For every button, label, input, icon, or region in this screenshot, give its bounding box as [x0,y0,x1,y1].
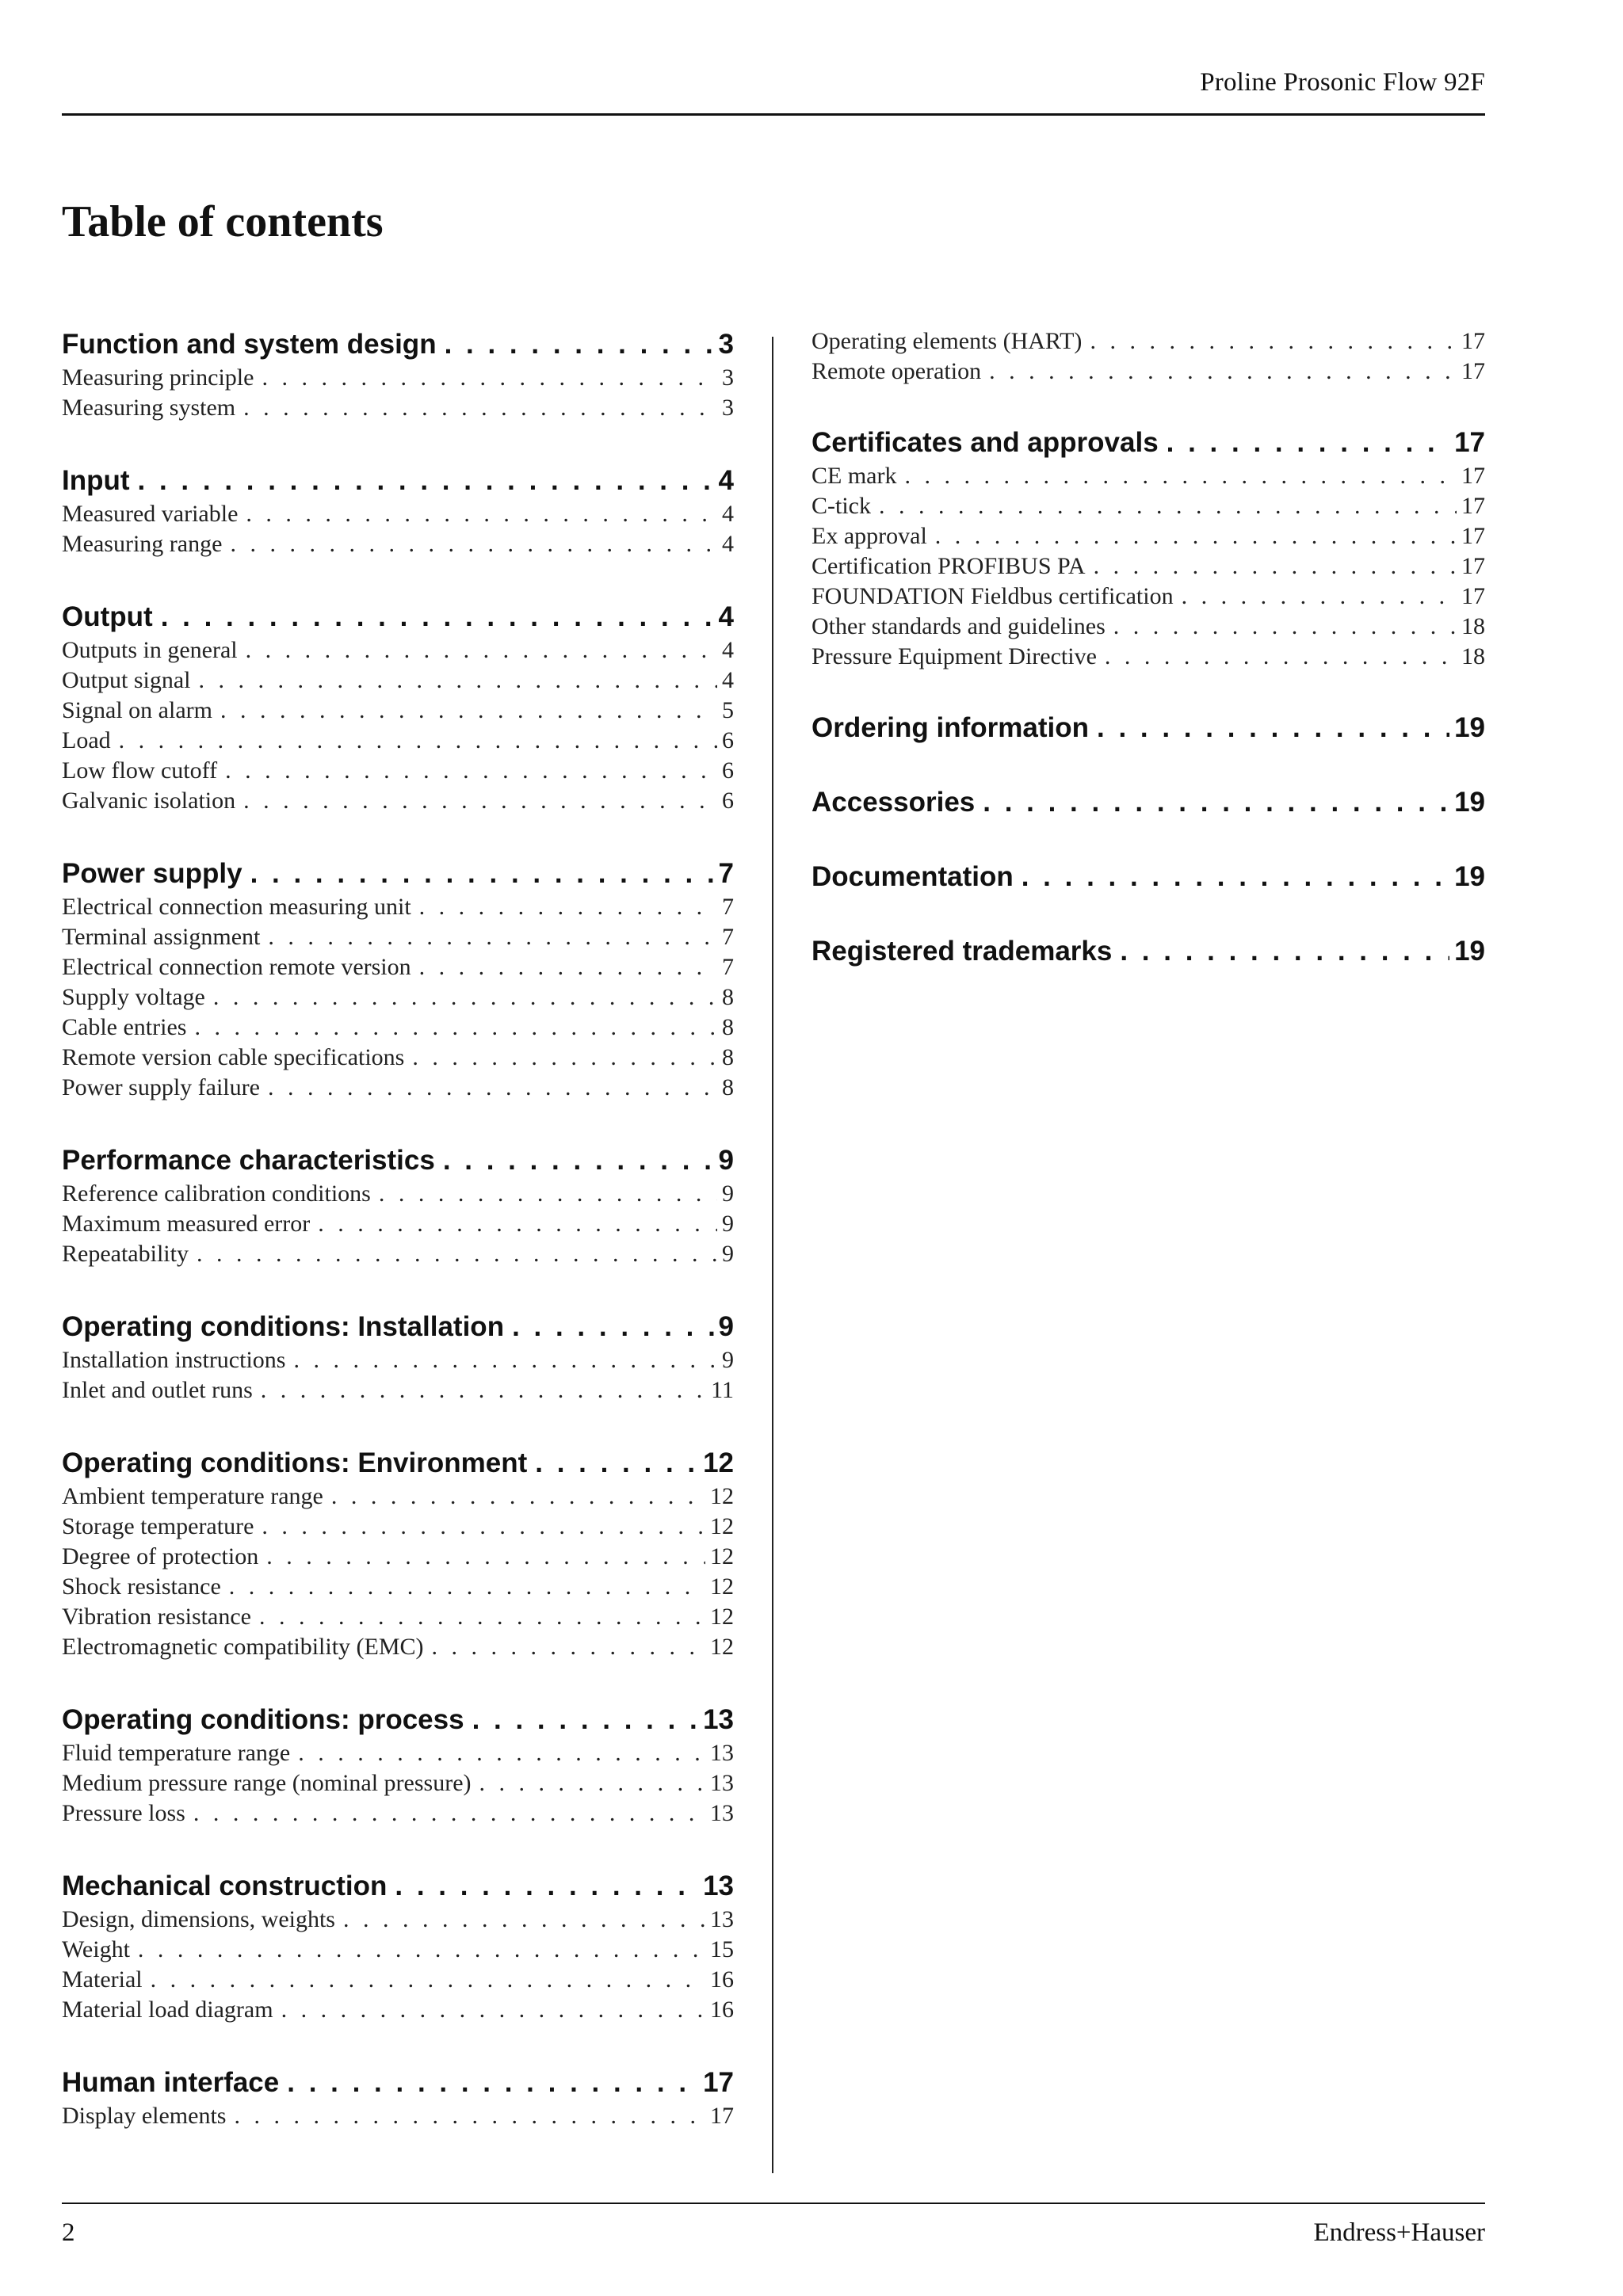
toc-section-heading-page-number: 19 [1454,712,1485,743]
dot-leader [1120,933,1449,970]
toc-entry-page-number: 3 [722,364,734,391]
dot-leader [287,2065,698,2101]
toc-entry[interactable] [812,491,1485,521]
toc-section [62,463,734,559]
header-rule [62,113,1485,116]
toc-section [62,599,734,816]
toc-entry-page-number: 17 [1461,493,1485,519]
dot-leader [268,922,717,952]
toc-section-heading-title: Input [62,465,130,496]
footer-rule [62,2203,1485,2204]
dot-leader [161,599,714,635]
toc-section-heading-page-number: 9 [718,1311,734,1342]
dot-leader [343,1905,705,1935]
toc-entry-page-number: 17 [1461,463,1485,489]
toc-left-column [62,326,734,2131]
toc-right-column [812,326,1485,970]
toc-section-heading-title: Documentation [812,861,1014,892]
toc-section-heading[interactable] [62,1142,734,1179]
toc-entry[interactable] [62,1512,734,1542]
toc-entry-title: Measuring range [62,531,223,557]
toc-section-heading[interactable] [62,1445,734,1482]
toc-entry[interactable] [62,1602,734,1632]
toc-entry-title: Measured variable [62,501,239,527]
toc-entry[interactable] [62,363,734,393]
toc-entry-title: Repeatability [62,1241,189,1267]
toc-section-heading-page-number: 12 [703,1447,734,1478]
toc-entry[interactable] [812,357,1485,387]
toc-entry-title: CE mark [812,463,897,489]
toc-section-heading-title: Registered trademarks [812,936,1113,967]
toc-section-heading[interactable] [812,784,1485,821]
toc-entry-title: Outputs in general [62,637,238,663]
dot-leader [229,1572,705,1602]
dot-leader [395,1868,698,1905]
toc-section-heading-page-number: 13 [703,1871,734,1901]
toc-section-heading[interactable] [62,1309,734,1345]
toc-section [812,784,1485,821]
toc-entry-title: Supply voltage [62,984,205,1010]
toc-entry-page-number: 6 [722,727,734,753]
toc-entry[interactable] [62,1995,734,2025]
toc-entry[interactable] [62,786,734,816]
toc-entry-page-number: 12 [710,1573,734,1600]
toc-entry-page-number: 13 [710,1770,734,1796]
dot-leader [293,1345,717,1375]
toc-entry[interactable] [62,1935,734,1965]
toc-entry-title: Shock resistance [62,1573,221,1600]
dot-leader [412,1043,717,1073]
dot-leader [331,1482,705,1512]
toc-section [62,1868,734,2025]
dot-leader [1097,710,1449,746]
toc-entry-title: Maximum measured error [62,1211,311,1237]
toc-entry-title: Material [62,1966,143,1993]
dot-leader [262,1512,705,1542]
toc-entry-title: Pressure loss [62,1800,185,1826]
toc-entry-page-number: 13 [710,1800,734,1826]
toc-entry-page-number: 17 [1461,358,1485,384]
toc-entry[interactable] [62,499,734,529]
toc-entry-title: Ex approval [812,523,927,549]
toc-entry-title: Ambient temperature range [62,1483,323,1509]
toc-section [812,326,1485,387]
dot-leader [243,393,717,423]
toc-section-heading-page-number: 7 [718,858,734,889]
toc-entry-title: Pressure Equipment Directive [812,643,1097,669]
toc-section-heading-title: Performance characteristics [62,1145,435,1176]
toc-entry-title: Remote operation [812,358,982,384]
toc-section-heading-page-number: 19 [1454,861,1485,892]
toc-entry[interactable] [62,1482,734,1512]
toc-entry-title: Degree of protection [62,1543,259,1569]
toc-section [62,2065,734,2131]
toc-entry-page-number: 17 [1461,523,1485,549]
footer-brand: Endress+Hauser [1313,2218,1485,2247]
toc-entry[interactable] [812,551,1485,582]
toc-entry-title: Vibration resistance [62,1604,251,1630]
toc-entry[interactable] [812,642,1485,672]
toc-entry-page-number: 12 [710,1483,734,1509]
dot-leader [472,1702,698,1738]
toc-entry-page-number: 6 [722,757,734,784]
dot-leader [419,952,717,982]
toc-entry-title: Electromagnetic compatibility (EMC) [62,1634,424,1660]
toc-entry-page-number: 9 [722,1180,734,1207]
toc-section [812,425,1485,672]
toc-section [812,859,1485,895]
toc-entry-page-number: 18 [1461,643,1485,669]
dot-leader [234,2101,705,2131]
dot-leader [194,1013,717,1043]
toc-entry[interactable] [62,1239,734,1269]
toc-section-heading-title: Ordering information [812,712,1089,743]
dot-leader [151,1965,705,1995]
toc-entry[interactable] [812,582,1485,612]
toc-entry-page-number: 16 [710,1966,734,1993]
toc-entry-page-number: 4 [722,531,734,557]
toc-entry-page-number: 16 [710,1997,734,2023]
toc-entry-page-number: 12 [710,1634,734,1660]
toc-entry-page-number: 13 [710,1740,734,1766]
toc-entry-title: Electrical connection remote version [62,954,411,980]
toc-entry-page-number: 11 [711,1377,734,1403]
dot-leader [1167,425,1449,461]
dot-leader [379,1179,717,1209]
toc-entry-title: Measuring principle [62,364,254,391]
toc-section-heading-page-number: 3 [718,329,734,360]
toc-entry[interactable] [62,1179,734,1209]
dot-leader [138,463,714,499]
dot-leader [197,1239,717,1269]
toc-section-heading-title: Operating conditions: Installation [62,1311,505,1342]
toc-entry-page-number: 4 [722,667,734,693]
toc-section [62,326,734,423]
toc-section-heading-title: Function and system design [62,329,437,360]
toc-entry-page-number: 8 [722,984,734,1010]
toc-section-heading[interactable] [62,2065,734,2101]
toc-section-heading-page-number: 17 [703,2067,734,2098]
toc-entry-page-number: 4 [722,637,734,663]
toc-entry[interactable] [62,982,734,1013]
toc-section [812,710,1485,746]
toc-entry-page-number: 15 [710,1936,734,1962]
toc-section-heading-title: Human interface [62,2067,280,2098]
toc-entry-page-number: 17 [1461,553,1485,579]
dot-leader [213,982,717,1013]
toc-section-heading-page-number: 4 [718,601,734,632]
toc-section [62,1702,734,1829]
dot-leader [419,892,717,922]
toc-entry[interactable] [62,2101,734,2131]
toc-entry[interactable] [62,1542,734,1572]
toc-entry-title: Signal on alarm [62,697,212,723]
toc-entry-title: Medium pressure range (nominal pressure) [62,1770,472,1796]
toc-entry-title: Installation instructions [62,1347,286,1373]
toc-entry-page-number: 13 [710,1906,734,1932]
toc-section-heading-page-number: 9 [718,1145,734,1176]
toc-entry[interactable] [62,1013,734,1043]
dot-leader [250,856,714,892]
toc-entry[interactable] [812,326,1485,357]
dot-leader [138,1935,705,1965]
toc-section-heading[interactable] [62,463,734,499]
toc-entry-title: Output signal [62,667,191,693]
toc-entry-title: Cable entries [62,1014,187,1040]
dot-leader [259,1602,705,1632]
toc-entry[interactable] [62,1768,734,1798]
toc-section-heading-page-number: 19 [1454,936,1485,967]
toc-entry[interactable] [62,1043,734,1073]
toc-entry-page-number: 9 [722,1347,734,1373]
toc-entry-title: Galvanic isolation [62,788,236,814]
dot-leader [443,1142,714,1179]
toc-entry-page-number: 8 [722,1074,734,1100]
toc-entry-page-number: 12 [710,1513,734,1539]
dot-leader [1022,859,1449,895]
toc-section-heading[interactable] [62,326,734,363]
dot-leader [445,326,714,363]
toc-section [812,933,1485,970]
toc-entry-page-number: 9 [722,1211,734,1237]
toc-entry-title: Power supply failure [62,1074,260,1100]
toc-entry-title: Storage temperature [62,1513,254,1539]
toc-entry-title: Inlet and outlet runs [62,1377,253,1403]
toc-section [62,1309,734,1405]
dot-leader [220,696,717,726]
toc-entry[interactable] [62,1965,734,1995]
toc-entry[interactable] [62,1375,734,1405]
toc-entry-title: C-tick [812,493,871,519]
toc-entry[interactable] [62,756,734,786]
toc-entry-title: Electrical connection measuring unit [62,894,411,920]
toc-entry-title: Measuring system [62,395,236,421]
dot-leader [266,1542,705,1572]
toc-entry-page-number: 12 [710,1604,734,1630]
toc-entry[interactable] [62,1209,734,1239]
dot-leader [879,491,1457,521]
toc-entry-page-number: 7 [722,924,734,950]
toc-entry-title: Other standards and guidelines [812,613,1106,639]
dot-leader [261,1375,706,1405]
toc-entry[interactable] [62,922,734,952]
toc-entry[interactable] [812,612,1485,642]
toc-entry-title: Fluid temperature range [62,1740,291,1766]
toc-entry-page-number: 12 [710,1543,734,1569]
toc-entry-title: Load [62,727,111,753]
dot-leader [535,1445,698,1482]
toc-section-heading[interactable] [62,856,734,892]
dot-leader [512,1309,713,1345]
toc-entry-page-number: 17 [710,2103,734,2129]
toc-section-heading-page-number: 4 [718,465,734,496]
toc-entry-title: Material load diagram [62,1997,273,2023]
toc-entry-title: FOUNDATION Fieldbus certification [812,583,1174,609]
toc-entry-page-number: 7 [722,894,734,920]
dot-leader [989,357,1457,387]
toc-entry[interactable] [62,1738,734,1768]
toc-entry-page-number: 6 [722,788,734,814]
toc-section-heading[interactable] [812,425,1485,461]
toc-entry[interactable] [62,1632,734,1662]
toc-section-heading-page-number: 13 [703,1704,734,1735]
toc-entry[interactable] [62,635,734,666]
dot-leader [119,726,717,756]
toc-entry-title: Design, dimensions, weights [62,1906,335,1932]
toc-entry-page-number: 17 [1461,328,1485,354]
dot-leader [193,1798,705,1829]
toc-entry[interactable] [62,952,734,982]
dot-leader [230,529,717,559]
toc-section-heading-title: Output [62,601,153,632]
toc-entry-title: Reference calibration conditions [62,1180,371,1207]
dot-leader [246,635,717,666]
toc-section-heading-page-number: 17 [1454,427,1485,458]
toc-entry-page-number: 9 [722,1241,734,1267]
toc-section-heading[interactable] [812,933,1485,970]
footer-page-number: 2 [62,2218,75,2247]
dot-leader [1090,326,1457,357]
dot-leader [268,1073,717,1103]
dot-leader [262,363,717,393]
toc-entry[interactable] [62,529,734,559]
toc-section [62,1445,734,1662]
toc-entry[interactable] [812,461,1485,491]
toc-entry-page-number: 8 [722,1044,734,1070]
dot-leader [983,784,1449,821]
dot-leader [1113,612,1457,642]
toc-section-heading[interactable] [812,859,1485,895]
toc-section-heading-title: Accessories [812,787,976,818]
toc-section-heading-title: Operating conditions: process [62,1704,464,1735]
dot-leader [225,756,717,786]
toc-entry-page-number: 3 [722,395,734,421]
toc-section-heading-title: Mechanical construction [62,1871,388,1901]
toc-section-heading-page-number: 19 [1454,787,1485,818]
dot-leader [318,1209,717,1239]
toc-entry-page-number: 18 [1461,613,1485,639]
dot-leader [935,521,1457,551]
toc-entry-page-number: 4 [722,501,734,527]
toc-entry-title: Display elements [62,2103,227,2129]
toc-entry[interactable] [62,726,734,756]
toc-section-heading-title: Certificates and approvals [812,427,1159,458]
toc-section-heading[interactable] [62,599,734,635]
toc-section-heading[interactable] [812,710,1485,746]
dot-leader [1094,551,1457,582]
toc-entry[interactable] [62,696,734,726]
dot-leader [281,1995,705,2025]
toc-entry-title: Operating elements (HART) [812,328,1083,354]
toc-entry[interactable] [62,1905,734,1935]
toc-entry-page-number: 17 [1461,583,1485,609]
dot-leader [243,786,717,816]
toc-section-heading[interactable] [62,1702,734,1738]
toc-entry-page-number: 8 [722,1014,734,1040]
toc-entry-title: Certification PROFIBUS PA [812,553,1086,579]
toc-entry[interactable] [62,892,734,922]
toc-section [62,856,734,1103]
toc-entry[interactable] [62,1572,734,1602]
dot-leader [199,666,718,696]
toc-section-heading[interactable] [62,1868,734,1905]
dot-leader [246,499,717,529]
page-title: Table of contents [62,197,384,246]
dot-leader [1182,582,1457,612]
column-divider [772,337,773,2173]
toc-entry[interactable] [62,1345,734,1375]
dot-leader [298,1738,705,1768]
toc-entry[interactable] [62,1073,734,1103]
header-title: Proline Prosonic Flow 92F [1200,68,1485,97]
toc-entry-title: Remote version cable specifications [62,1044,405,1070]
dot-leader [432,1632,705,1662]
toc-entry-title: Low flow cutoff [62,757,218,784]
toc-entry[interactable] [62,1798,734,1829]
toc-entry-title: Weight [62,1936,130,1962]
toc-section-heading-title: Operating conditions: Environment [62,1447,528,1478]
toc-entry[interactable] [62,666,734,696]
toc-section-heading-title: Power supply [62,858,242,889]
toc-section [62,1142,734,1269]
toc-entry[interactable] [812,521,1485,551]
toc-entry-page-number: 5 [722,697,734,723]
toc-entry-title: Terminal assignment [62,924,261,950]
dot-leader [904,461,1457,491]
toc-entry-page-number: 7 [722,954,734,980]
dot-leader [1105,642,1457,672]
dot-leader [479,1768,705,1798]
toc-entry[interactable] [62,393,734,423]
